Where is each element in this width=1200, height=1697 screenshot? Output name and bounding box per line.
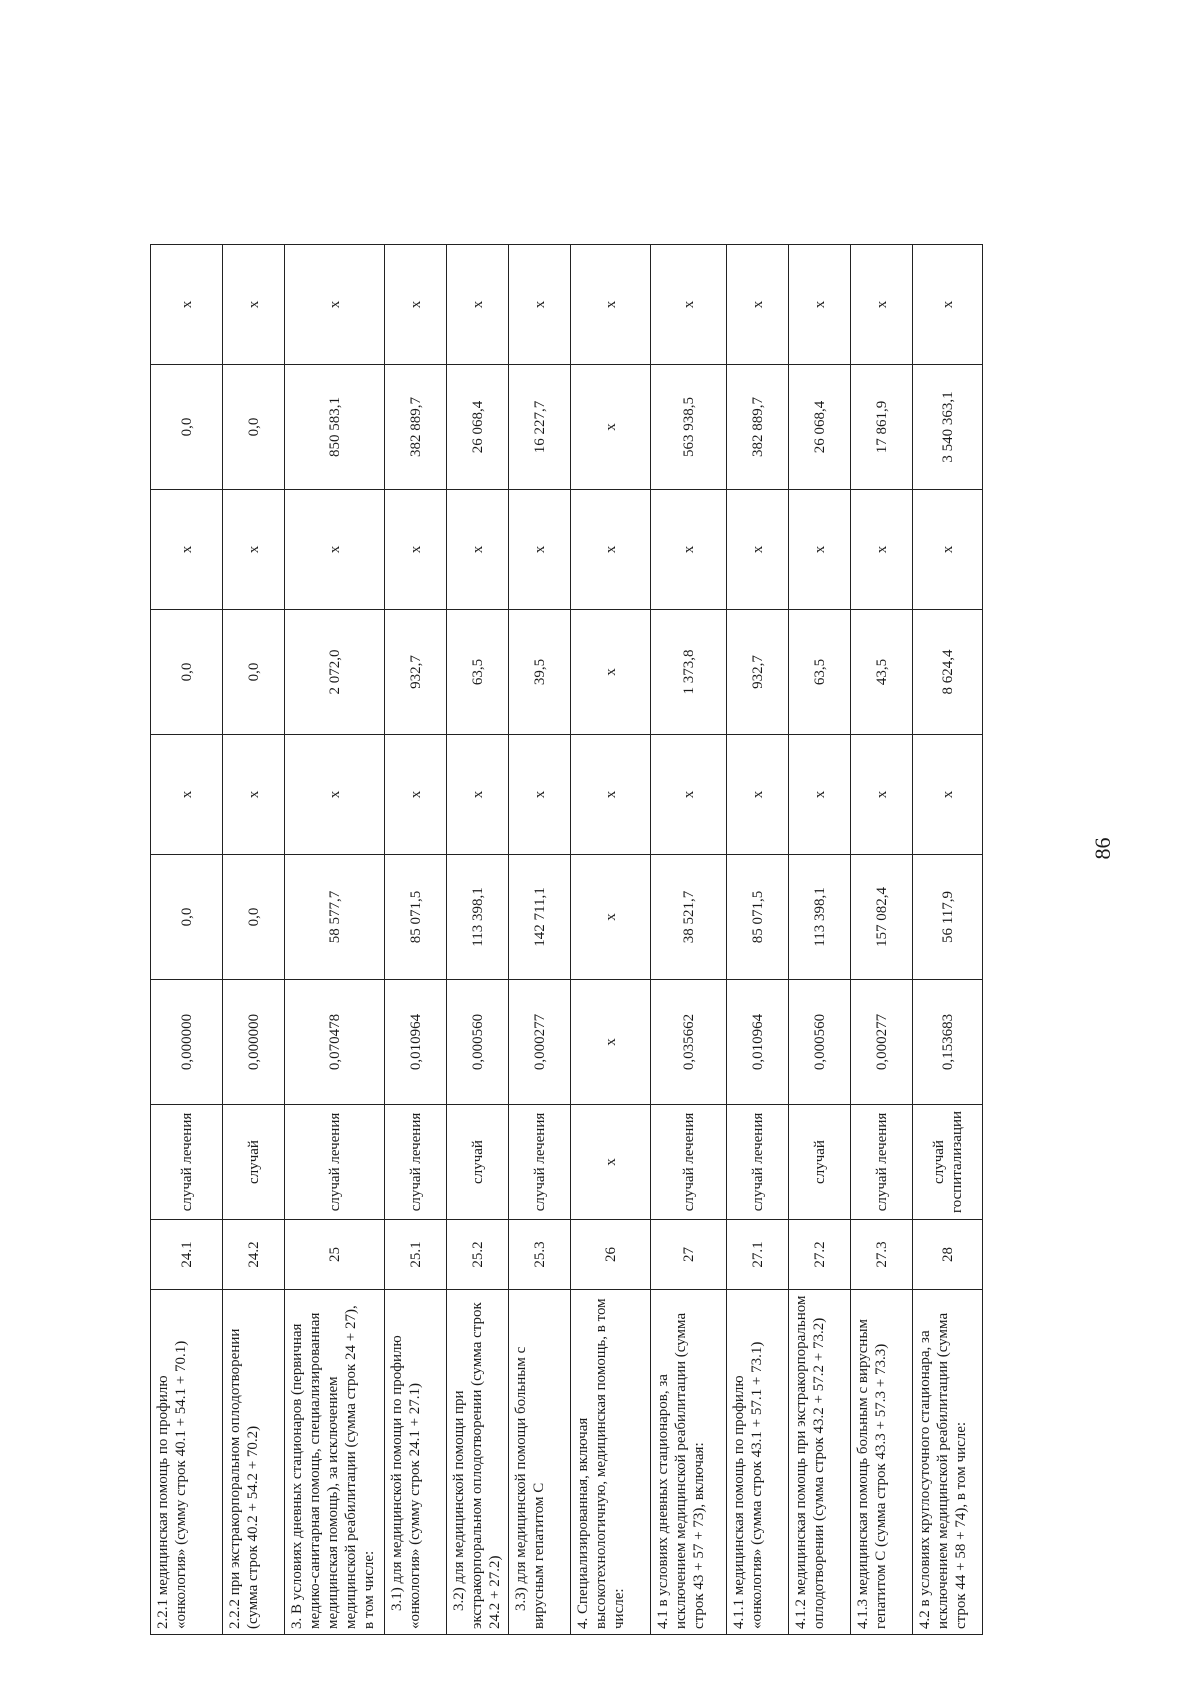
cell-c9: 16 227,7 [509, 365, 571, 490]
cell-c10: x [151, 245, 223, 365]
row-name-cell: 3. В условиях дневных стационаров (первичная медико-санитарная помощь, специализированная медицинская помощь), за исключением медицинской реабилитации (сумма строк 24 + 27), в том числе: [285, 1290, 385, 1635]
cell-c9: 26 068,4 [789, 365, 851, 490]
row-name-cell: 3.3) для медицинской помощи больным с вирусным гепатитом С [509, 1290, 571, 1635]
row-name-cell: 4.1.2 медицинская помощь при экстракорпоральном оплодотворении (сумма строк 43.2 + 57.2 + 73.2) [789, 1290, 851, 1635]
cell-cost: 113 398,1 [789, 855, 851, 980]
cell-c6: x [789, 735, 851, 855]
cell-unit: случай лечения [509, 1105, 571, 1220]
table-row [851, 245, 913, 1635]
cell-c7: 0,0 [151, 610, 223, 735]
cell-c6: x [223, 735, 285, 855]
table-row [151, 245, 223, 1635]
row-name-cell: 4.2 в условиях круглосуточного стационара, за исключением медицинской реабилитации (сумма строк 44 + 58 + 74), в том числе: [913, 1290, 983, 1635]
cell-c10: x [571, 245, 651, 365]
rotated-page [50, 0, 1150, 1697]
cell-c10: x [223, 245, 285, 365]
cell-cost: 142 711,1 [509, 855, 571, 980]
cell-c8: x [509, 490, 571, 610]
cell-cost: 157 082,4 [851, 855, 913, 980]
table-row [385, 245, 447, 1635]
cell-code: 25.1 [385, 1220, 447, 1290]
cell-c10: x [789, 245, 851, 365]
cell-c9: 382 889,7 [385, 365, 447, 490]
cell-code: 25.3 [509, 1220, 571, 1290]
cell-cost: 56 117,9 [913, 855, 983, 980]
cell-c7: 2 072,0 [285, 610, 385, 735]
cell-code: 27.3 [851, 1220, 913, 1290]
cell-c8: x [223, 490, 285, 610]
cell-unit: случай лечения [851, 1105, 913, 1220]
row-name-cell: 2.2.2 при экстракорпоральном оплодотворении (сумма строк 40.2 + 54.2 + 70.2) [223, 1290, 285, 1635]
row-name-cell: 3.2) для медицинской помощи при экстракорпоральном оплодотворении (сумма строк 24.2 + 27.2) [447, 1290, 509, 1635]
row-name-cell: 2.2.1 медицинская помощь по профилю «онкология» (сумму строк 40.1 + 54.1 + 70.1) [151, 1290, 223, 1635]
cell-cost: 85 071,5 [727, 855, 789, 980]
cell-norm: 0,010964 [385, 980, 447, 1105]
table-row [223, 245, 285, 1635]
cell-unit: случай лечения [651, 1105, 727, 1220]
cell-code: 27.1 [727, 1220, 789, 1290]
cell-c9: 0,0 [223, 365, 285, 490]
table-row [789, 245, 851, 1635]
cell-c8: x [285, 490, 385, 610]
cell-code: 27.2 [789, 1220, 851, 1290]
cell-c6: x [651, 735, 727, 855]
cell-c9: 3 540 363,1 [913, 365, 983, 490]
cell-c7: 39,5 [509, 610, 571, 735]
cell-code: 28 [913, 1220, 983, 1290]
cell-c7: x [571, 610, 651, 735]
cell-code: 24.2 [223, 1220, 285, 1290]
cell-c7: 63,5 [447, 610, 509, 735]
table-row [651, 245, 727, 1635]
cell-c8: x [447, 490, 509, 610]
row-name-cell: 4. Специализированная, включая высокотехнологичную, медицинская помощь, в том числе: [571, 1290, 651, 1635]
cell-c8: x [385, 490, 447, 610]
cell-unit: случай лечения [385, 1105, 447, 1220]
cell-c6: x [447, 735, 509, 855]
cell-c8: x [727, 490, 789, 610]
cell-c8: x [571, 490, 651, 610]
cell-norm: 0,010964 [727, 980, 789, 1105]
cell-unit: случай [447, 1105, 509, 1220]
cell-c10: x [851, 245, 913, 365]
cell-norm: 0,000000 [151, 980, 223, 1105]
cell-c9: 0,0 [151, 365, 223, 490]
cell-c6: x [509, 735, 571, 855]
cell-c10: x [509, 245, 571, 365]
cell-c6: x [385, 735, 447, 855]
cell-c7: 932,7 [385, 610, 447, 735]
cell-c9: x [571, 365, 651, 490]
cell-cost: 58 577,7 [285, 855, 385, 980]
cell-unit: случай [789, 1105, 851, 1220]
cell-norm: 0,153683 [913, 980, 983, 1105]
cell-norm: x [571, 980, 651, 1105]
cell-c8: x [651, 490, 727, 610]
cell-c9: 563 938,5 [651, 365, 727, 490]
cell-code: 25.2 [447, 1220, 509, 1290]
cell-c10: x [651, 245, 727, 365]
cell-norm: 0,000277 [851, 980, 913, 1105]
cell-cost: 113 398,1 [447, 855, 509, 980]
cell-c10: x [285, 245, 385, 365]
cell-unit: случай госпитализации [913, 1105, 983, 1220]
cell-c9: 382 889,7 [727, 365, 789, 490]
cell-cost: 85 071,5 [385, 855, 447, 980]
cell-c7: 932,7 [727, 610, 789, 735]
cell-c10: x [913, 245, 983, 365]
table-row [285, 245, 385, 1635]
cell-cost: 38 521,7 [651, 855, 727, 980]
cell-code: 26 [571, 1220, 651, 1290]
row-name-cell: 4.1 в условиях дневных стационаров, за исключением медицинской реабилитации (сумма строк 43 + 57 + 73), включая: [651, 1290, 727, 1635]
cell-c7: 63,5 [789, 610, 851, 735]
cell-c9: 26 068,4 [447, 365, 509, 490]
row-name-cell: 4.1.3 медицинская помощь больным с вирусным гепатитом С (сумма строк 43.3 + 57.3 + 73.3) [851, 1290, 913, 1635]
cell-unit: случай [223, 1105, 285, 1220]
cell-c6: x [851, 735, 913, 855]
table-row [447, 245, 509, 1635]
cell-c10: x [727, 245, 789, 365]
cell-c10: x [385, 245, 447, 365]
tariff-table [150, 244, 983, 1635]
cell-c7: 1 373,8 [651, 610, 727, 735]
row-name-cell: 3.1) для медицинской помощи по профилю «онкология» (сумму строк 24.1 + 27.1) [385, 1290, 447, 1635]
cell-c8: x [913, 490, 983, 610]
cell-c7: 8 624,4 [913, 610, 983, 735]
cell-c6: x [151, 735, 223, 855]
cell-unit: случай лечения [285, 1105, 385, 1220]
table-row [913, 245, 983, 1635]
cell-unit: x [571, 1105, 651, 1220]
page-number: 86 [1090, 837, 1115, 860]
cell-unit: случай лечения [151, 1105, 223, 1220]
cell-code: 25 [285, 1220, 385, 1290]
cell-code: 24.1 [151, 1220, 223, 1290]
cell-cost: x [571, 855, 651, 980]
cell-c6: x [571, 735, 651, 855]
cell-norm: 0,035662 [651, 980, 727, 1105]
cell-c7: 0,0 [223, 610, 285, 735]
cell-c9: 850 583,1 [285, 365, 385, 490]
cell-c8: x [151, 490, 223, 610]
cell-c7: 43,5 [851, 610, 913, 735]
cell-c10: x [447, 245, 509, 365]
cell-c8: x [851, 490, 913, 610]
cell-c6: x [727, 735, 789, 855]
table-row [509, 245, 571, 1635]
cell-c6: x [913, 735, 983, 855]
cell-cost: 0,0 [223, 855, 285, 980]
cell-cost: 0,0 [151, 855, 223, 980]
table-row [571, 245, 651, 1635]
row-name-cell: 4.1.1 медицинская помощь по профилю «онкология» (сумма строк 43.1 + 57.1 + 73.1) [727, 1290, 789, 1635]
cell-norm: 0,000560 [447, 980, 509, 1105]
cell-c9: 17 861,9 [851, 365, 913, 490]
cell-c8: x [789, 490, 851, 610]
cell-norm: 0,000560 [789, 980, 851, 1105]
cell-norm: 0,000277 [509, 980, 571, 1105]
table-row [727, 245, 789, 1635]
cell-norm: 0,000000 [223, 980, 285, 1105]
cell-code: 27 [651, 1220, 727, 1290]
cell-norm: 0,070478 [285, 980, 385, 1105]
cell-c6: x [285, 735, 385, 855]
cell-unit: случай лечения [727, 1105, 789, 1220]
